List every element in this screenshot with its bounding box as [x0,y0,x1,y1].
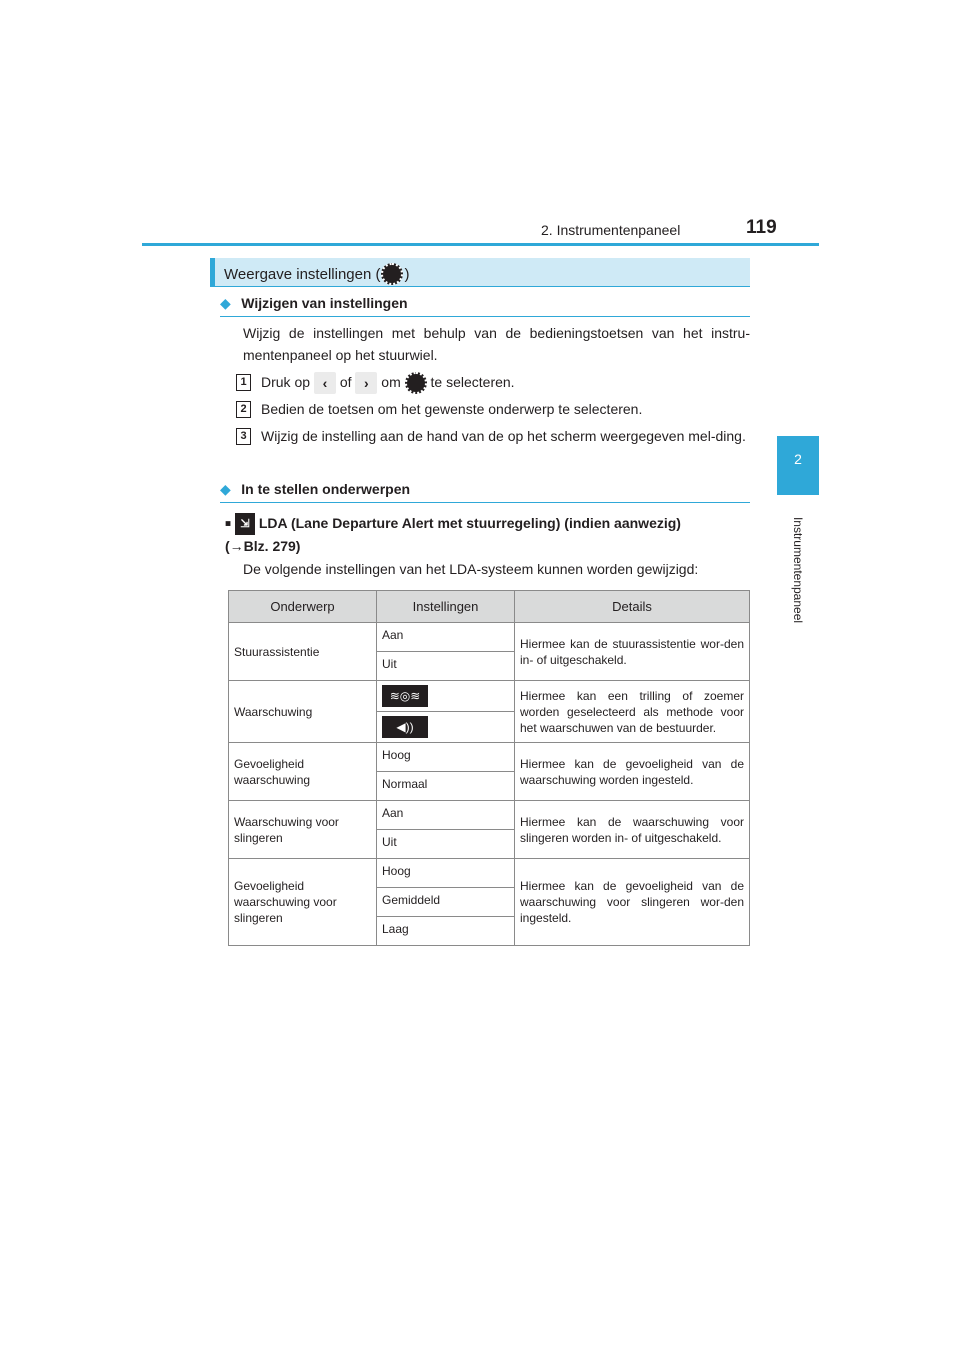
step-number-3: 3 [236,428,251,445]
lda-lane-icon: ⇲ [235,513,255,535]
intro-paragraph: Wijzig de instellingen met behulp van de bedieningstoetsen van het instru-mentenpaneel op het stuurwiel. [243,325,750,363]
item-heading [225,512,750,557]
row-subject: Gevoeligheid waarschuwing [229,743,377,801]
row-option: Gemiddeld [377,888,515,917]
chapter-title: 2. Instrumentenpaneel [541,222,681,238]
square-bullet-icon: ■ [225,518,232,530]
item-page-ref: (→Blz. 279) [225,538,301,555]
row-details: Hiermee kan de gevoeligheid van de waarschuwing worden ingesteld. [515,743,750,801]
row-option: Laag [377,917,515,946]
row-details: Hiermee kan een trilling of zoemer worden geselecteerd als methode voor het waarschuwen van de bestuurder. [515,681,750,743]
subsection-heading-2-text: In te stellen onderwerpen [241,481,411,497]
row-option: Hoog [377,859,515,888]
column-header-settings: Instellingen [377,591,515,623]
row-details: Hiermee kan de gevoeligheid van de waarschuwing voor slingeren wor-den ingesteld. [515,859,750,946]
step-1-text-b: of [339,374,352,390]
subsection-rule-1 [220,316,750,317]
subsection-heading-2 [220,481,410,499]
settings-table [228,590,750,946]
table-row [229,681,750,712]
step-number-2: 2 [236,401,251,418]
row-option: Aan [377,801,515,830]
table-row [229,801,750,830]
chapter-tab-number: 2 [794,451,802,467]
step-1-text-a: Druk op [261,374,311,390]
section-title-close: ) [404,265,410,283]
page-number: 119 [746,217,777,238]
row-option: Normaal [377,772,515,801]
column-header-details: Details [515,591,750,623]
buzzer-icon: ◀)) [382,716,428,738]
settings-gear-icon [381,263,403,285]
subsection-rule-2 [220,502,750,503]
table-row [229,859,750,888]
row-subject: Gevoeligheid waarschuwing voor slingeren [229,859,377,946]
step-number-1: 1 [236,374,251,391]
row-option: Uit [377,830,515,859]
row-option: Aan [377,623,515,652]
item-description: De volgende instellingen van het LDA-systeem kunnen worden gewijzigd: [243,561,699,577]
row-subject: Stuurassistentie [229,623,377,681]
section-title-text: Weergave instellingen ( [224,265,381,283]
step-2: Bedien de toetsen om het gewenste onderwerp te selecteren. [261,401,643,417]
chapter-tab-label-text: Instrumentenpaneel [791,516,806,624]
row-option-buzzer [377,712,515,743]
step-3: Wijzig de instelling aan de hand van de op het scherm weergegeven mel-ding. [261,428,746,444]
section-title [224,263,409,285]
header-rule [142,243,819,246]
diamond-bullet-icon: ◆ [220,295,231,311]
chevron-right-icon: › [355,372,377,394]
row-details: Hiermee kan de waarschuwing voor slingeren worden in- of uitgeschakeld. [515,801,750,859]
row-option: Uit [377,652,515,681]
row-details: Hiermee kan de stuurassistentie wor-den in- of uitgeschakeld. [515,623,750,681]
row-subject: Waarschuwing [229,681,377,743]
column-header-subject: Onderwerp [229,591,377,623]
row-option: Hoog [377,743,515,772]
chapter-tab-label [790,505,806,635]
settings-gear-icon [405,372,427,394]
step-1-text-d: te selecteren. [430,374,515,390]
chapter-tab [777,436,819,495]
row-subject: Waarschuwing voor slingeren [229,801,377,859]
table-header-row [229,591,750,623]
table-row [229,743,750,772]
step-1-text-c: om [381,374,401,390]
step-1 [261,371,515,394]
diamond-bullet-icon: ◆ [220,481,231,497]
subsection-heading-1-text: Wijzigen van instellingen [241,295,408,311]
chevron-left-icon: ‹ [314,372,336,394]
item-title: LDA (Lane Departure Alert met stuurregeling) (indien aanwezig) [258,515,681,531]
steering-vibration-icon: ≋◎≋ [382,685,428,707]
table-row [229,623,750,652]
row-option-vibration [377,681,515,712]
subsection-heading-1 [220,295,408,313]
